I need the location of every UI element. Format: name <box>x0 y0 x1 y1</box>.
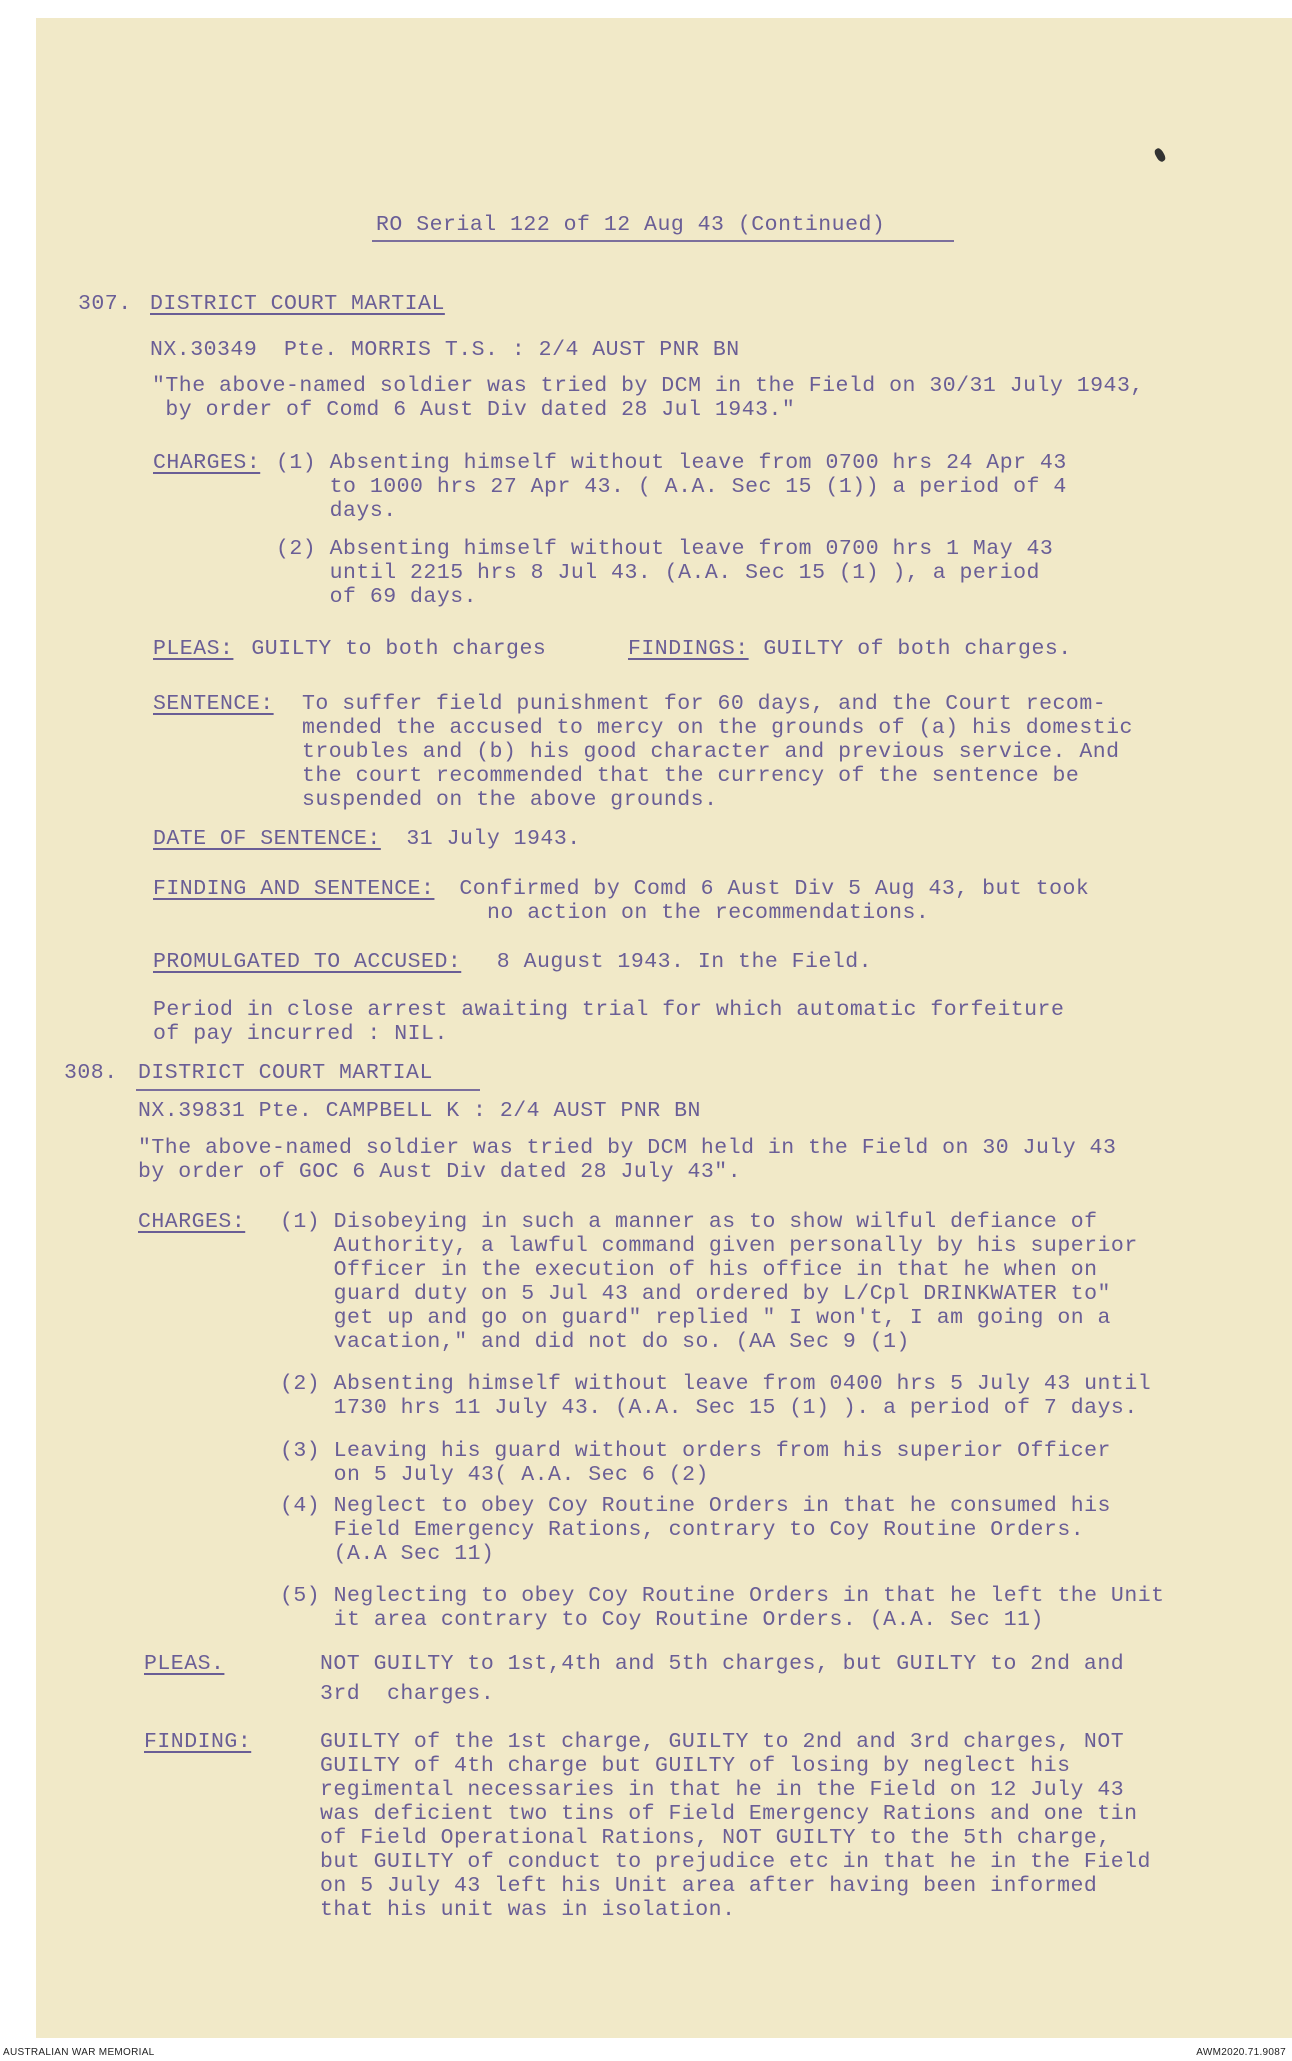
case-308-charge-1-line-5: get up and go on guard" replied " I won't, I am going on a <box>280 1306 1111 1330</box>
case-308-pleas-line-2: 3rd charges. <box>320 1682 495 1706</box>
case-308-quote-line-1: "The above-named soldier was tried by DCM held in the Field on 30 July 43 <box>138 1136 1117 1160</box>
case-307-finding-sentence-line-1: Confirmed by Comd 6 Aust Div 5 Aug 43, but took <box>446 877 1090 901</box>
case-308-charge-1-line-3: Officer in the execution of his office in that he when on <box>280 1258 1098 1282</box>
case-308-charge-3-line-1: (3) Leaving his guard without orders from his superior Officer <box>280 1439 1111 1463</box>
case-308-charge-2-line-1: (2) Absenting himself without leave from 0400 hrs 5 July 43 until <box>280 1372 1152 1396</box>
case-307-charge-1-line-2: to 1000 hrs 27 Apr 43. ( A.A. Sec 15 (1)) a period of 4 <box>276 475 1067 499</box>
case-308-charge-3-line-2: on 5 July 43( A.A. Sec 6 (2) <box>280 1463 709 1487</box>
case-307-charge-2-line-1: (2) Absenting himself without leave from 0700 hrs 1 May 43 <box>276 537 1054 561</box>
case-308-pleas-label: PLEAS. <box>144 1652 225 1676</box>
case-307-finding-sentence-line-2: no action on the recommendations. <box>487 901 930 925</box>
case-308-finding-line-7: on 5 July 43 left his Unit area after having been informed <box>320 1874 1098 1898</box>
case-307-quote-line-2: by order of Comd 6 Aust Div dated 28 Jul 1943." <box>152 398 796 422</box>
case-307-findings-text: GUILTY of both charges. <box>750 637 1072 661</box>
case-308-charge-1-line-4: guard duty on 5 Jul 43 and ordered by L/Cpl DRINKWATER to" <box>280 1282 1111 1306</box>
title-underline <box>372 240 954 242</box>
case-308-finding-line-6: but GUILTY of conduct to prejudice etc in that he in the Field <box>320 1850 1151 1874</box>
case-307-sentence-line-4: the court recommended that the currency of the sentence be <box>302 764 1080 788</box>
case-308-quote-line-2: by order of GOC 6 Aust Div dated 28 July 43". <box>138 1160 742 1184</box>
case-307-charges-label: CHARGES: <box>153 451 261 475</box>
case-308-charge-1-line-6: vacation," and did not do so. (AA Sec 9 (1) <box>280 1330 910 1354</box>
case-308-finding-label: FINDING: <box>144 1730 252 1754</box>
case-307-period-line-1: Period in close arrest awaiting trial for which automatic forfeiture <box>153 998 1065 1022</box>
case-307-sentence-line-2: mended the accused to mercy on the grounds of (a) his domestic <box>302 716 1133 740</box>
case-307-charge-1-line-1: (1) Absenting himself without leave from 0700 hrs 24 Apr 43 <box>276 451 1067 475</box>
case-307-pleas-label: PLEAS: <box>153 637 234 661</box>
case-308-charge-4-line-2: Field Emergency Rations, contrary to Coy Routine Orders. <box>280 1518 1085 1542</box>
case-307-sentence-line-1: To suffer field punishment for 60 days, and the Court recom- <box>302 692 1107 716</box>
case-307-promulgated-text: 8 August 1943. In the Field. <box>470 950 873 974</box>
page-title: RO Serial 122 of 12 Aug 43 (Continued) <box>376 213 886 237</box>
case-307-sentence-label: SENTENCE: <box>153 692 274 716</box>
case-308-soldier: NX.39831 Pte. CAMPBELL K : 2/4 AUST PNR BN <box>138 1099 701 1123</box>
footer-archive-name: AUSTRALIAN WAR MEMORIAL <box>3 2047 155 2058</box>
case-307-finding-sentence-label: FINDING AND SENTENCE: <box>153 877 435 901</box>
case-307-pleas-text: GUILTY to both charges <box>238 637 547 661</box>
case-308-charge-5-line-1: (5) Neglecting to obey Coy Routine Orders in that he left the Unit <box>280 1584 1165 1608</box>
case-308-charge-4-line-1: (4) Neglect to obey Coy Routine Orders in that he consumed his <box>280 1494 1111 1518</box>
case-307-heading: DISTRICT COURT MARTIAL <box>150 292 445 316</box>
case-308-finding-line-3: regimental necessaries in that he in the Field on 12 July 43 <box>320 1778 1125 1802</box>
case-308-heading: DISTRICT COURT MARTIAL <box>138 1061 433 1085</box>
case-307-sentence-line-3: troubles and (b) his good character and previous service. And <box>302 740 1120 764</box>
case-307-charge-2-line-3: of 69 days. <box>276 585 478 609</box>
case-307-promulgated-label: PROMULGATED TO ACCUSED: <box>153 950 462 974</box>
case-307-period-line-2: of pay incurred : NIL. <box>153 1022 448 1046</box>
case-307-number: 307. <box>78 292 132 316</box>
case-308-finding-line-8: that his unit was in isolation. <box>320 1898 736 1922</box>
case-308-charges-label: CHARGES: <box>138 1210 246 1234</box>
case-308-number: 308. <box>64 1061 118 1085</box>
case-308-finding-line-1: GUILTY of the 1st charge, GUILTY to 2nd and 3rd charges, NOT <box>320 1730 1125 1754</box>
case-308-heading-underline <box>136 1089 480 1091</box>
case-307-charge-1-line-3: days. <box>276 499 397 523</box>
case-308-charge-2-line-2: 1730 hrs 11 July 43. (A.A. Sec 15 (1) ). a period of 7 days. <box>280 1396 1138 1420</box>
footer-item-id: AWM2020.71.9087 <box>1196 2047 1286 2058</box>
case-307-quote-line-1: "The above-named soldier was tried by DCM in the Field on 30/31 July 1943, <box>152 374 1144 398</box>
case-307-sentence-line-5: suspended on the above grounds. <box>302 788 718 812</box>
case-308-charge-1-line-2: Authority, a lawful command given personally by his superior <box>280 1234 1138 1258</box>
case-307-date-text: 31 July 1943. <box>393 827 581 851</box>
case-308-finding-line-2: GUILTY of 4th charge but GUILTY of losing by neglect his <box>320 1754 1071 1778</box>
case-307-soldier: NX.30349 Pte. MORRIS T.S. : 2/4 AUST PNR BN <box>150 338 740 362</box>
case-308-pleas-line-1: NOT GUILTY to 1st,4th and 5th charges, but GUILTY to 2nd and <box>320 1652 1125 1676</box>
case-307-findings-label: FINDINGS: <box>628 637 749 661</box>
case-308-charge-5-line-2: it area contrary to Coy Routine Orders. (A.A. Sec 11) <box>280 1608 1044 1632</box>
case-308-finding-line-4: was deficient two tins of Field Emergency Rations and one tin <box>320 1802 1138 1826</box>
case-308-charge-4-line-3: (A.A Sec 11) <box>280 1542 495 1566</box>
case-307-date-label: DATE OF SENTENCE: <box>153 827 381 851</box>
case-308-finding-line-5: of Field Operational Rations, NOT GUILTY to the 5th charge, <box>320 1826 1111 1850</box>
case-307-charge-2-line-2: until 2215 hrs 8 Jul 43. (A.A. Sec 15 (1) ), a period <box>276 561 1040 585</box>
case-308-charge-1-line-1: (1) Disobeying in such a manner as to show wilful defiance of <box>280 1210 1098 1234</box>
